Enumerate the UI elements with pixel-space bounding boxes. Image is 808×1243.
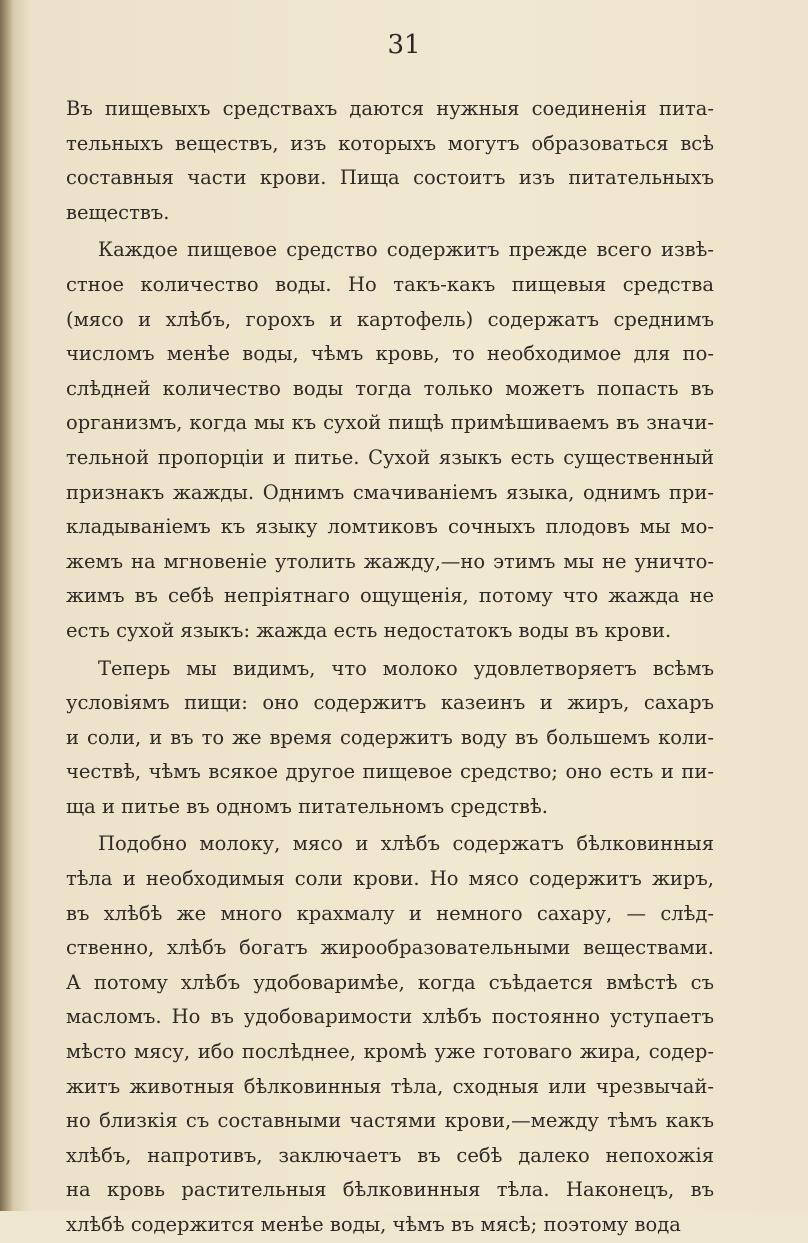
text-line: есть сухой языкъ: жажда есть недостатокъ воды въ крови. (66, 618, 672, 642)
text-line: жимъ въ себѣ непріятнаго ощущенія, потому что жажда не (66, 584, 714, 608)
text-line: (мясо и хлѣбъ, горохъ и картофель) содержатъ среднимъ (66, 307, 714, 331)
paragraph (66, 652, 714, 825)
text-line: числомъ менѣе воды, чѣмъ кровь, то необходимое для по- (66, 342, 714, 366)
paragraph (66, 233, 714, 648)
page-number: 31 (387, 30, 421, 60)
text-line: условіямъ пищи: оно содержитъ казеинъ и жиръ, сахаръ (66, 691, 714, 715)
text-line: стное количество воды. Но такъ-какъ пищевыя средства (66, 272, 714, 296)
text-line: чествѣ, чѣмъ всякое другое пищевое средство; оно есть и пи- (66, 760, 714, 784)
text-line: жемъ на мгновеніе утолить жажду,—но этимъ мы не уничто- (66, 549, 714, 573)
text-line: тельныхъ веществъ, изъ которыхъ могутъ образоваться всѣ (66, 131, 714, 155)
text-line: ственно, хлѣбъ богатъ жирообразовательными веществами. (66, 936, 714, 960)
text-line: въ хлѣбѣ же много крахмалу и немного сахару, — слѣд- (66, 901, 714, 925)
text-line: тельной пропорціи и питье. Сухой языкъ есть существенный (66, 445, 714, 469)
text-line: мѣсто мясу, ибо послѣднее, кромѣ уже готоваго жира, содер- (66, 1040, 714, 1064)
text-line: А потому хлѣбъ удобоваримѣе, когда съѣдается вмѣстѣ съ (66, 970, 714, 994)
text-line: но близкія съ составными частями крови,—между тѣмъ какъ (66, 1109, 714, 1133)
body-text (66, 92, 714, 1243)
text-line: хлѣбъ, напротивъ, заключаетъ въ себѣ далеко непохожія (66, 1143, 714, 1167)
text-line: Теперь мы видимъ, что молоко удовлетворяетъ всѣмъ (98, 656, 714, 680)
text-line: организмъ, когда мы къ сухой пищѣ примѣшиваемъ въ значи- (66, 411, 714, 435)
text-line: Въ пищевыхъ средствахъ даются нужныя соединенія пита- (66, 97, 714, 120)
text-line: признакъ жажды. Однимъ смачиваніемъ языка, однимъ при- (66, 480, 714, 504)
text-line: Каждое пищевое средство содержитъ прежде всего извѣ- (98, 238, 714, 262)
text-line: кладываніемъ къ языку ломтиковъ сочныхъ плодовъ мы мо- (66, 515, 714, 539)
text-line: масломъ. Но въ удобоваримости хлѣбъ постоянно уступаетъ (66, 1005, 714, 1029)
text-line: веществъ. (66, 200, 170, 224)
text-line: ща и питье въ одномъ питательномъ средствѣ. (66, 794, 548, 818)
paragraph (66, 92, 714, 230)
text-line: Подобно молоку, мясо и хлѣбъ содержатъ бѣлковинныя (98, 832, 714, 856)
text-line: слѣдней количество воды тогда только можетъ попасть въ (66, 376, 714, 400)
text-line: и соли, и въ то же время содержитъ воду въ большемъ коли- (66, 725, 714, 749)
text-line: составныя части крови. Пища состоитъ изъ питательныхъ (66, 166, 714, 190)
paragraph (66, 827, 714, 1242)
text-line: хлѣбѣ содержится менѣе воды, чѣмъ въ мясѣ; поэтому вода (66, 1213, 681, 1236)
text-line: житъ животныя бѣлковинныя тѣла, сходныя или чрезвычай- (66, 1074, 714, 1098)
text-line: на кровь растительныя бѣлковинныя тѣла. Наконецъ, въ (66, 1178, 714, 1202)
text-line: тѣла и необходимыя соли крови. Но мясо содержитъ жиръ, (66, 867, 714, 891)
